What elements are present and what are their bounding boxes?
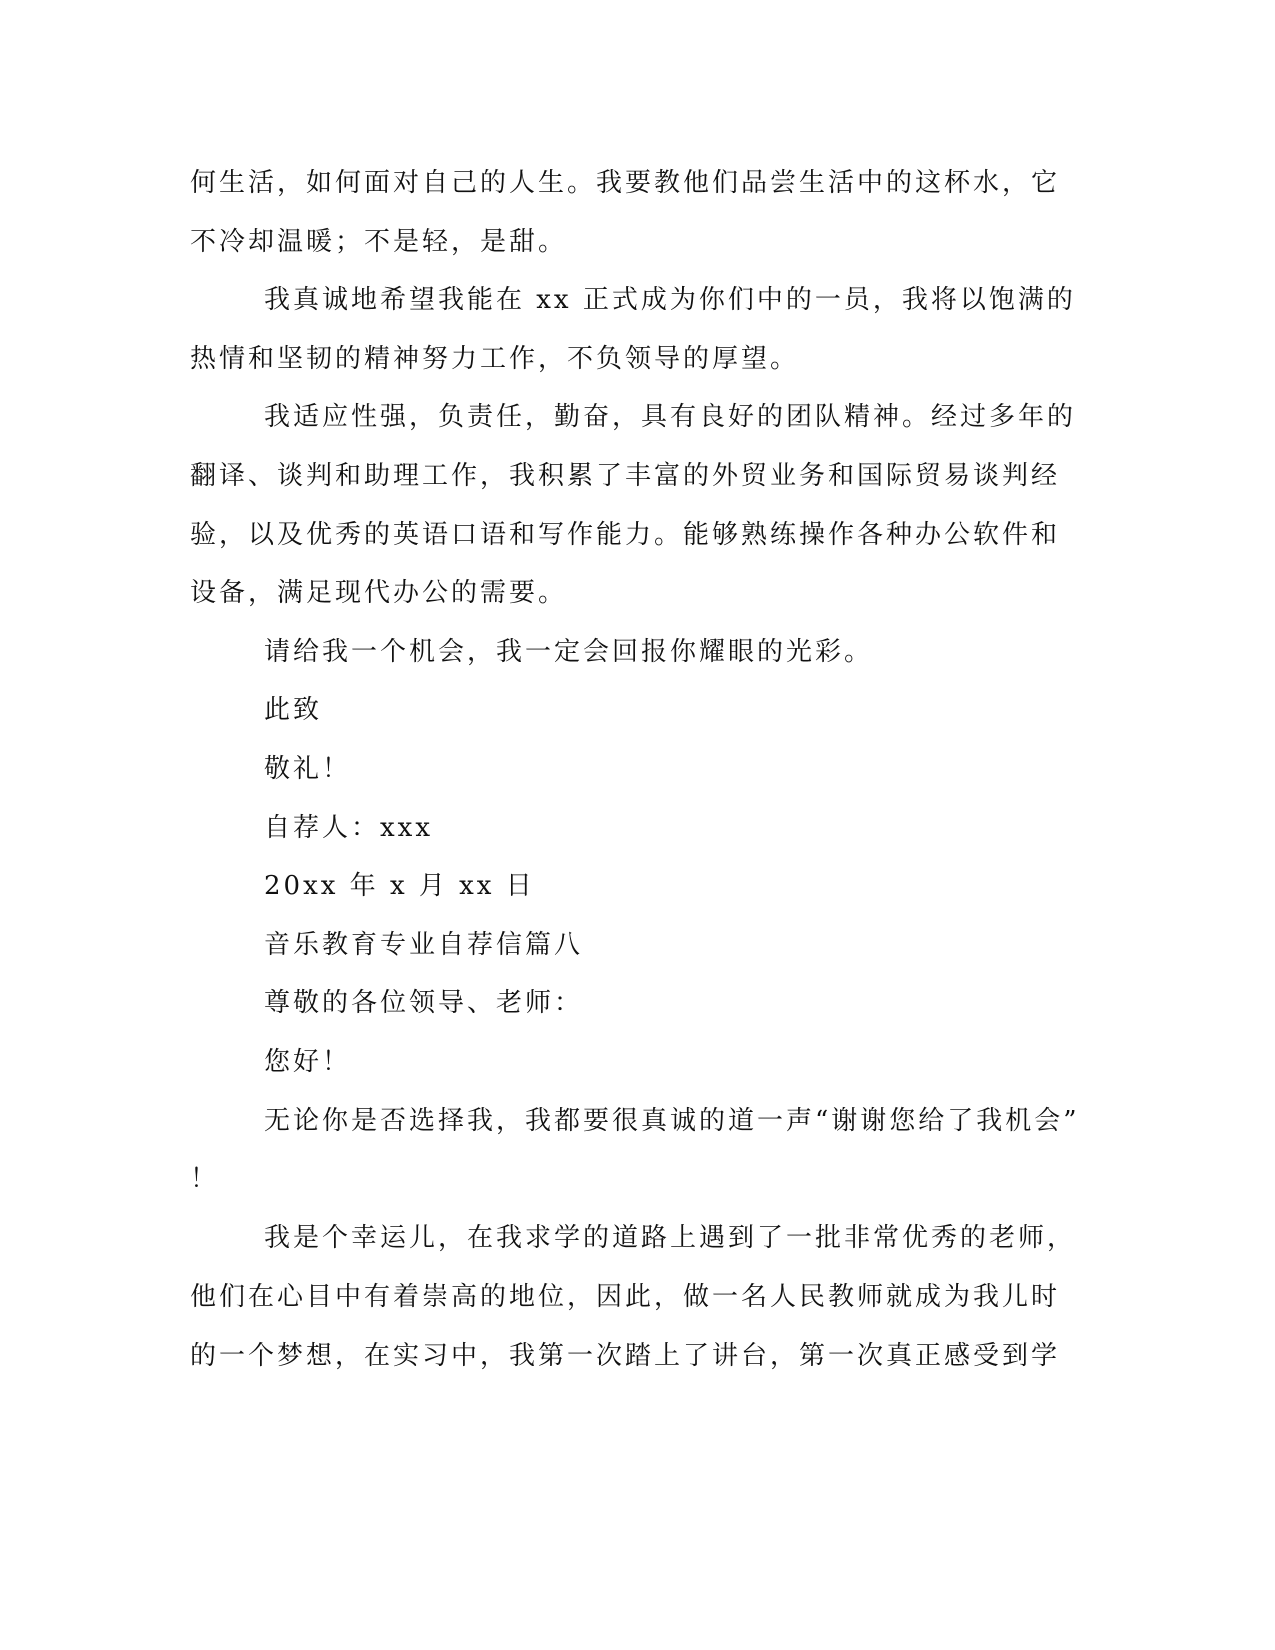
- text-line: 不冷却温暖；不是轻，是甜。: [190, 227, 568, 257]
- text-line: 验，以及优秀的英语口语和写作能力。能够熟练操作各种办公软件和: [190, 520, 1061, 550]
- closing-salutation: 敬礼！: [264, 754, 352, 784]
- text-line: 设备，满足现代办公的需要。: [190, 578, 568, 608]
- text-line: ！: [190, 1164, 220, 1194]
- text-line: 翻译、谈判和助理工作，我积累了丰富的外贸业务和国际贸易谈判经: [190, 461, 1061, 491]
- text-line: 何生活，如何面对自己的人生。我要教他们品尝生活中的这杯水，它: [190, 168, 1061, 198]
- paragraph-start: 请给我一个机会，我一定会回报你耀眼的光彩。: [264, 637, 874, 667]
- date-line: 20xx 年 x 月 xx 日: [264, 871, 535, 901]
- section-title: 音乐教育专业自荐信篇八: [264, 930, 584, 960]
- text-line: 的一个梦想，在实习中，我第一次踏上了讲台，第一次真正感受到学: [190, 1341, 1061, 1371]
- paragraph-start: 无论你是否选择我，我都要很真诚的道一声“谢谢您给了我机会”: [264, 1106, 1080, 1136]
- greeting: 尊敬的各位领导、老师：: [264, 988, 584, 1018]
- text-line: 他们在心目中有着崇高的地位，因此，做一名人民教师就成为我儿时: [190, 1282, 1061, 1312]
- text-line: 热情和坚韧的精神努力工作，不负领导的厚望。: [190, 344, 800, 374]
- greeting: 您好！: [264, 1047, 352, 1077]
- closing-salutation: 此致: [264, 695, 323, 725]
- signature-line: 自荐人：xxx: [264, 813, 433, 843]
- paragraph-start: 我适应性强，负责任，勤奋，具有良好的团队精神。经过多年的: [264, 402, 1077, 432]
- paragraph-start: 我是个幸运儿，在我求学的道路上遇到了一批非常优秀的老师，: [264, 1223, 1077, 1253]
- paragraph-start: 我真诚地希望我能在 xx 正式成为你们中的一员，我将以饱满的: [264, 285, 1076, 315]
